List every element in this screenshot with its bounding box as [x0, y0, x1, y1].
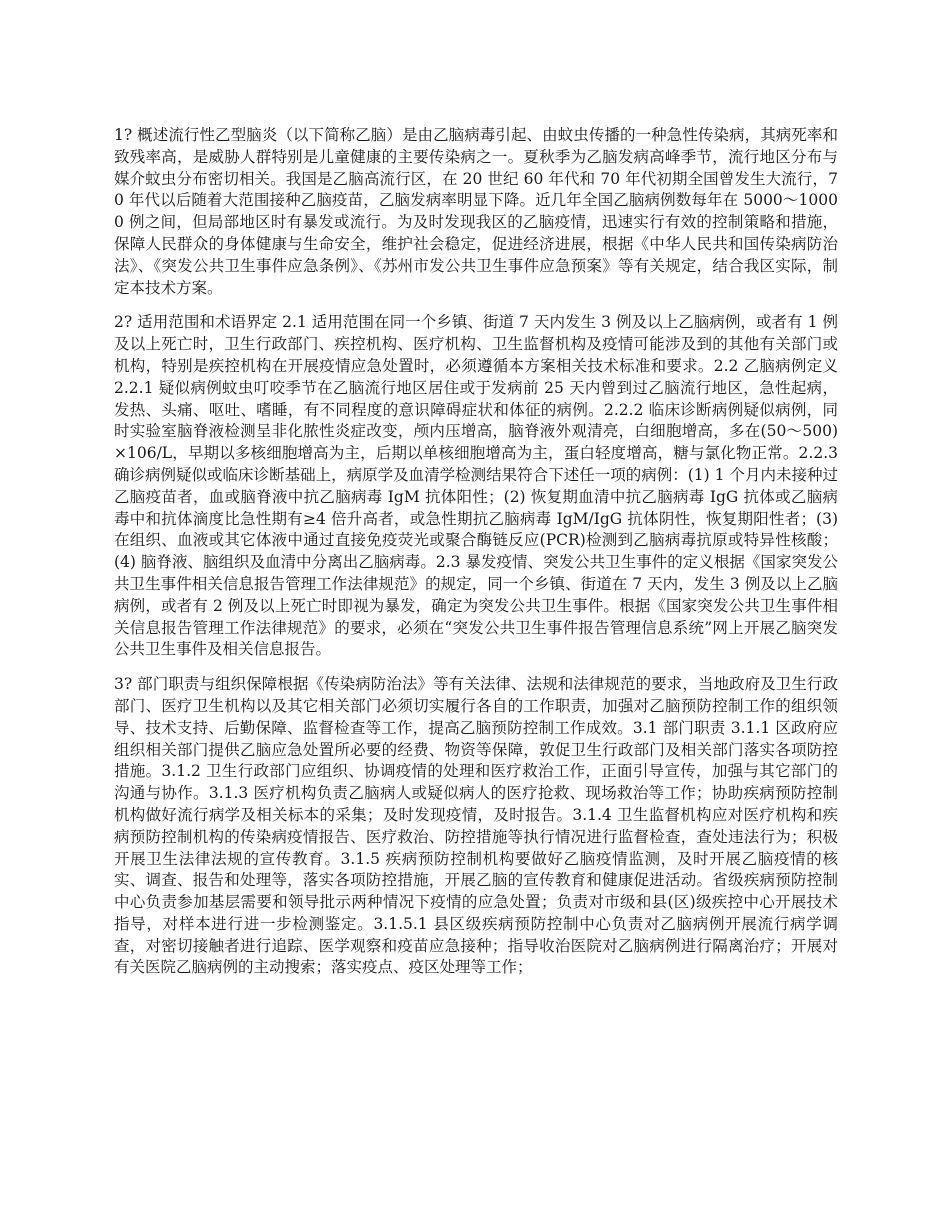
paragraph-overview: 1? 概述流行性乙型脑炎（以下简称乙脑）是由乙脑病毒引起、由蚊虫传播的一种急性传染病，其病死率和致残率高，是威胁人群特别是儿童健康的主要传染病之一。夏秋季为乙脑发病高峰季节，流行地区分布与媒介蚊虫分布密切相关。我国是乙脑高流行区，在 20 世纪 60 年代和 70 年代初期全国曾发生大流行，70 年代以后随着大范围接种乙脑疫苗，乙脑发病率明显下降。近几年全国乙脑病例数每年在 5000～10000 例之间，但局部地区时有暴发或流行。为及时发现我区的乙脑疫情，迅速实行有效的控制策略和措施，保障人民群众的身体健康与生命安全，维护社会稳定，促进经济进展，根据《中华人民共和国传染病防治法》、《突发公共卫生事件应急条例》、《苏州市发公共卫生事件应急预案》等有关规定，结合我区实际，制定本技术方案。 — [114, 126, 838, 297]
document-page — [114, 125, 838, 992]
paragraph-responsibilities: 3? 部门职责与组织保障根据《传染病防治法》等有关法律、法规和法律规范的要求，当地政府及卫生行政部门、医疗卫生机构以及其它相关部门必须切实履行各自的工作职责，加强对乙脑预防控制工作的组织领导、技术支持、后勤保障、监督检查等工作，提高乙脑预防控制工作成效。3.1 部门职责 3.1.1 区政府应组织相关部门提供乙脑应急处置所必要的经费、物资等保障，敦促卫生行政部门及相关部门落实各项防控措施。3.1.2 卫生行政部门应组织、协调疫情的处理和医疗救治工作，正面引导宣传，加强与其它部门的沟通与协作。3.1.3 医疗机构负责乙脑病人或疑似病人的医疗抢救、现场救治等工作；协助疾病预防控制机构做好流行病学及相关标本的采集；及时发现疫情，及时报告。3.1.4 卫生监督机构应对医疗机构和疾病预防控制机构的传染病疫情报告、医疗救治、防控措施等执行情况进行监督检查，查处违法行为；积极开展卫生法律法规的宣传教育。3.1.5 疾病预防控制机构要做好乙脑疫情监测，及时开展乙脑疫情的核实、调查、报告和处理等，落实各项防控措施，开展乙脑的宣传教育和健康促进活动。省级疾病预防控制中心负责参加基层需要和领导批示两种情况下疫情的应急处置；负责对市级和县(区)级疾控中心开展技术指导，对样本进行进一步检测鉴定。3.1.5.1 县区级疾病预防控制中心负责对乙脑病例开展流行病学调查，对密切接触者进行追踪、医学观察和疫苗应急接种；指导收治医院对乙脑病例进行隔离治疗；开展对有关医院乙脑病例的主动搜索；落实疫点、疫区处理等工作； — [114, 675, 838, 977]
paragraph-scope-definitions: 2? 适用范围和术语界定 2.1 适用范围在同一个乡镇、街道 7 天内发生 3 例及以上乙脑病例，或者有 1 例及以上死亡时，卫生行政部门、疾控机构、医疗机构、卫生监督机构及疫情可能涉及到的其他有关部门或机构，特别是疾控机构在开展疫情应急处置时，必须遵循本方案相关技术标准和要求。2.2 乙脑病例定义 2.2.1 疑似病例蚊虫叮咬季节在乙脑流行地区居住或于发病前 25 天内曾到过乙脑流行地区，急性起病，发热、头痛、呕吐、嗜睡，有不同程度的意识障碍症状和体征的病例。2.2.2 临床诊断病例疑似病例，同时实验室脑脊液检测呈非化脓性炎症改变，颅内压增高，脑脊液外观清亮，白细胞增高，多在(50～500)×106/L，早期以多核细胞增高为主，后期以单核细胞增高为主，蛋白轻度增高，糖与氯化物正常。2.2.3 确诊病例疑似或临床诊断基础上，病原学及血清学检测结果符合下述任一项的病例：(1) 1 个月内未接种过乙脑疫苗者，血或脑脊液中抗乙脑病毒 IgM 抗体阳性；(2) 恢复期血清中抗乙脑病毒 IgG 抗体或乙脑病毒中和抗体滴度比急性期有≥4 倍升高者，或急性期抗乙脑病毒 IgM/IgG 抗体阴性，恢复期阳性者；(3) 在组织、血液或其它体液中通过直接免疫荧光或聚合酶链反应(PCR)检测到乙脑病毒抗原或特异性核酸；(4) 脑脊液、脑组织及血清中分离出乙脑病毒。2.3 暴发疫情、突发公共卫生事件的定义根据《国家突发公共卫生事件相关信息报告管理工作法律规范》的规定，同一个乡镇、街道在 7 天内，发生 3 例及以上乙脑病例，或者有 2 例及以上死亡时即视为暴发，确定为突发公共卫生事件。根据《国家突发公共卫生事件相关信息报告管理工作法律规范》的要求，必须在“突发公共卫生事件报告管理信息系统”网上开展乙脑突发公共卫生事件及相关信息报告。 — [114, 313, 838, 659]
